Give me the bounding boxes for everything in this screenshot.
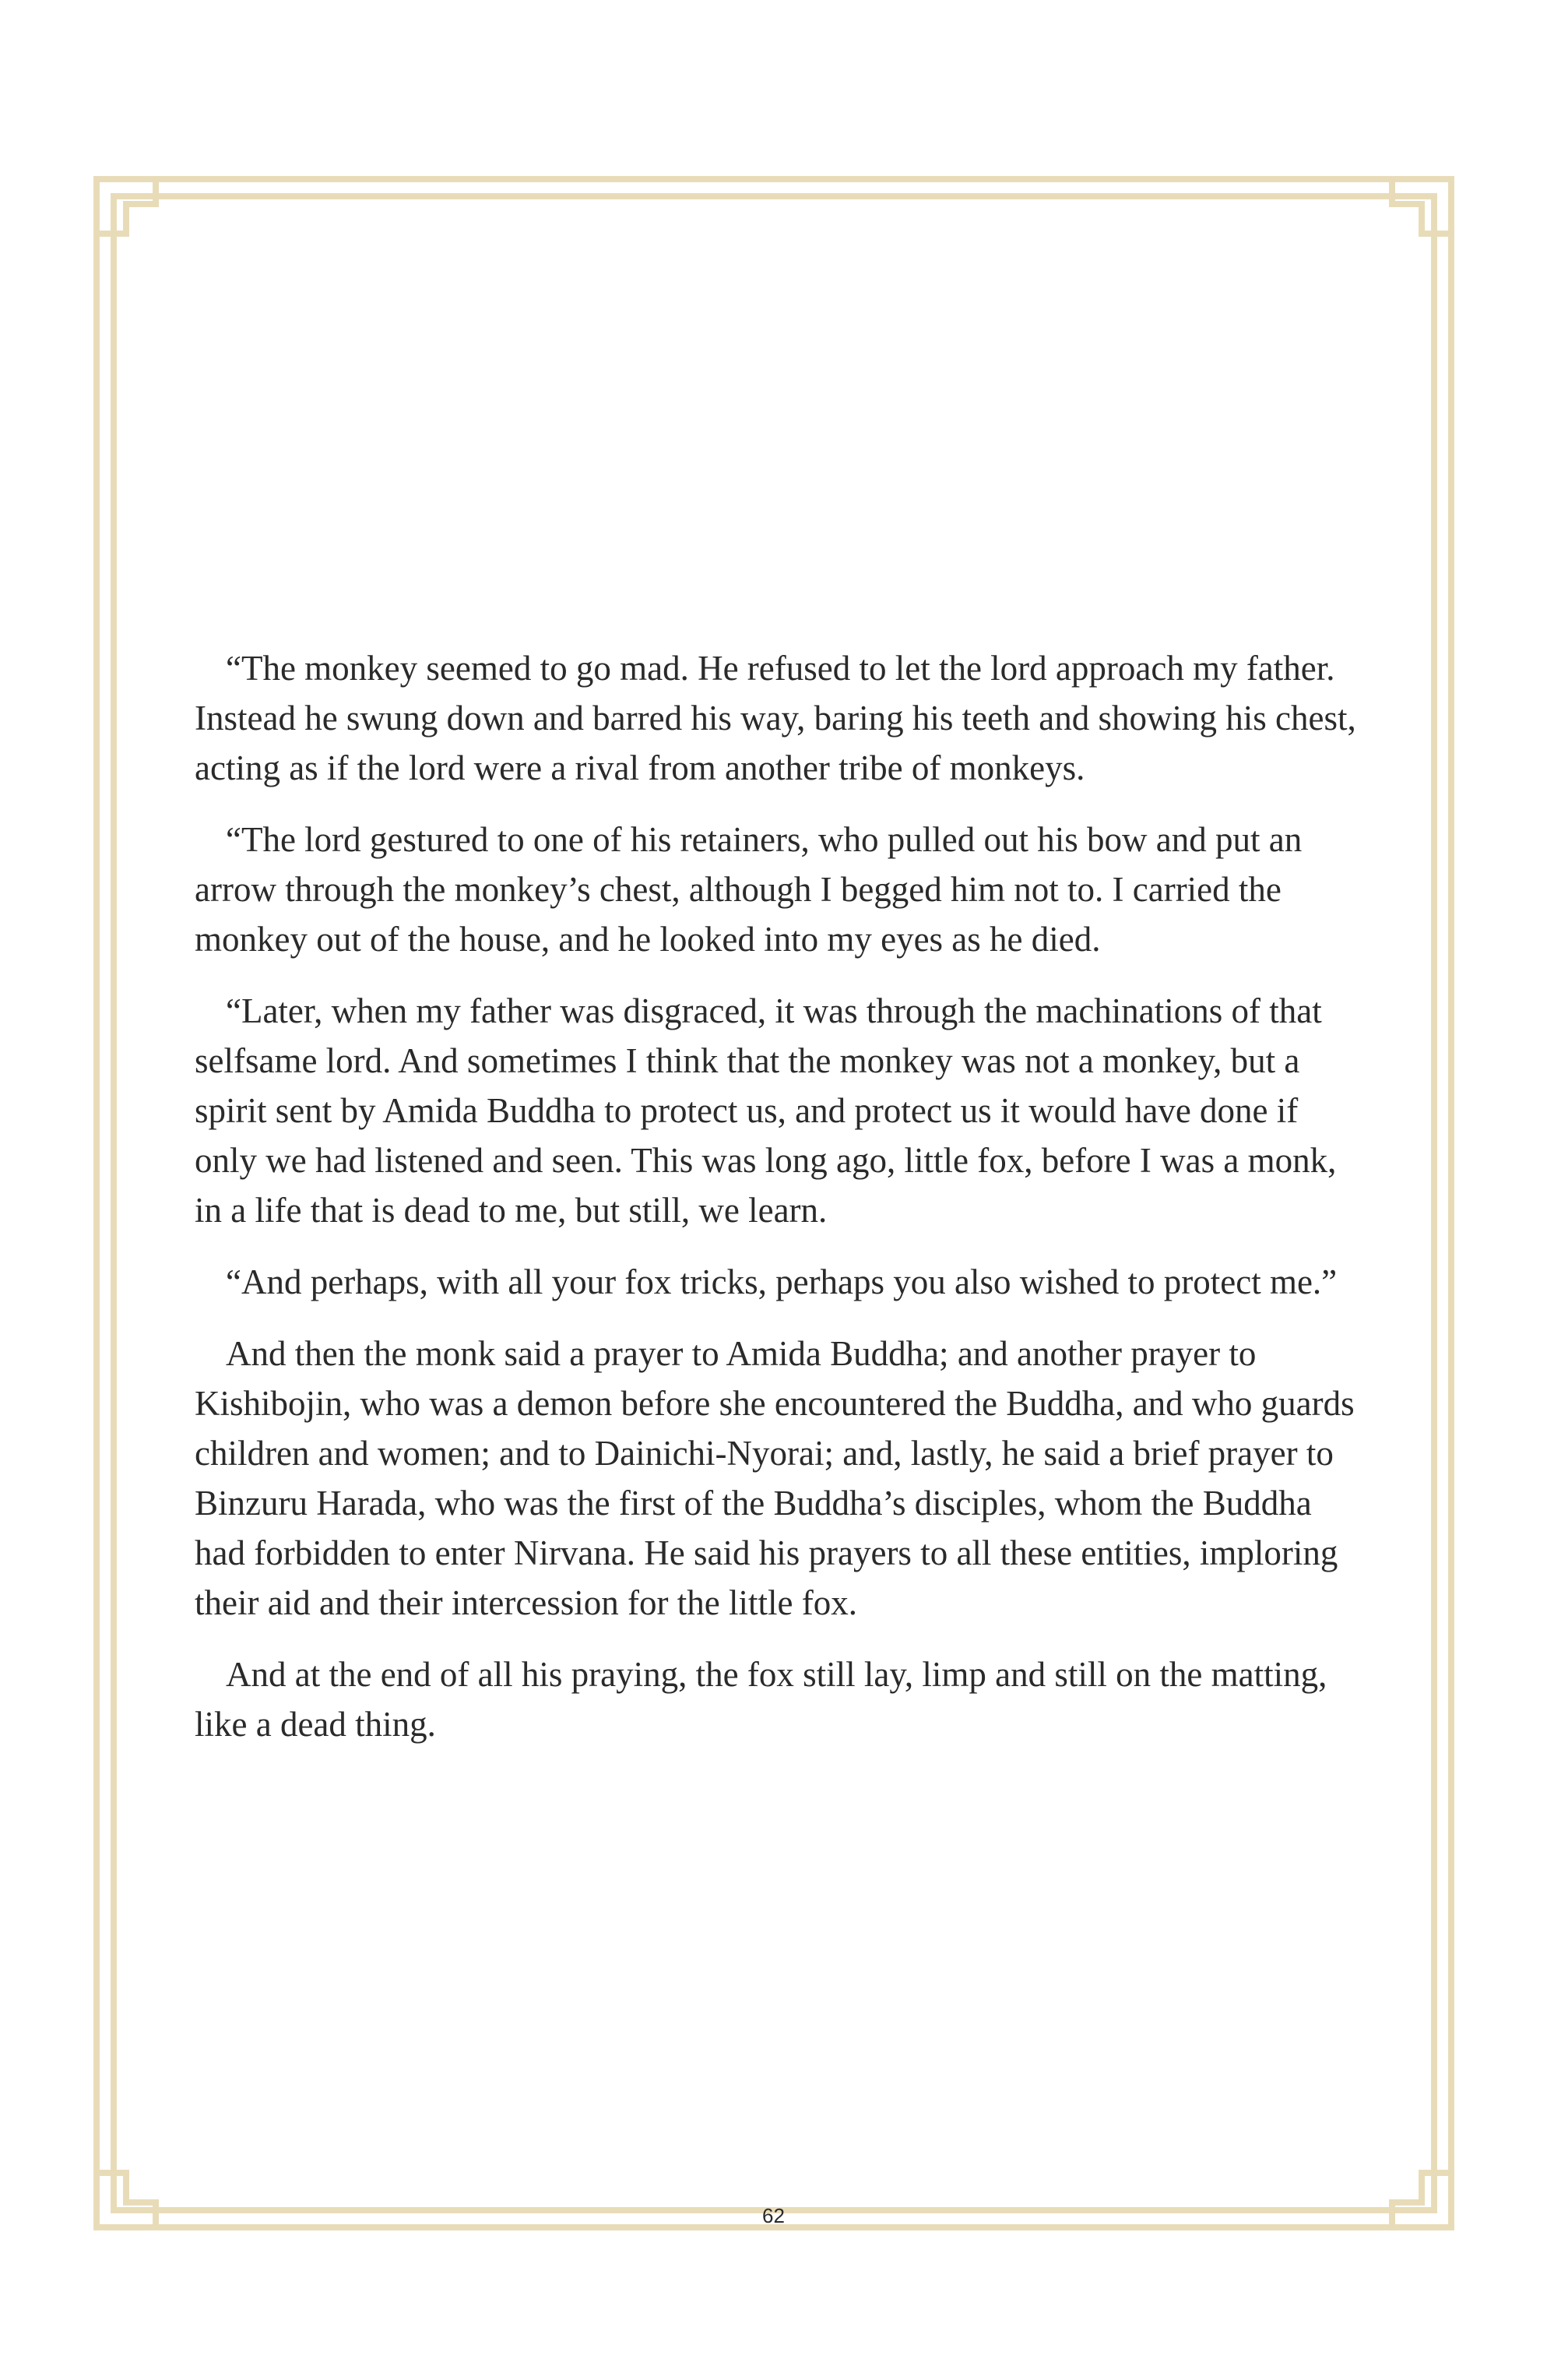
body-text xyxy=(195,643,1362,1771)
paragraph: “The monkey seemed to go mad. He refused to let the lord approach my father. Instead he swung down and barred his way, baring his teeth and showing his chest, acting as if the lord were a rival from another tribe of monkeys. xyxy=(195,649,1356,787)
paragraph: And then the monk said a prayer to Amida Buddha; and another prayer to Kishibojin, who was a demon before she encountered the Buddha, and who guards children and women; and to Dainichi-Nyorai; and, lastly, he said a brief prayer to Binzuru Harada, who was the first of the Buddha’s disciples, whom the Buddha had forbidden to enter Nirvana. He said his prayers to all these entities, imploring their aid and their intercession for the little fox. xyxy=(195,1334,1355,1622)
paragraph: “The lord gestured to one of his retainers, who pulled out his bow and put an arrow through the monkey’s chest, although I begged him not to. I carried the monkey out of the house, and he looked into my eyes as he died. xyxy=(195,820,1303,959)
paragraph: “And perhaps, with all your fox tricks, perhaps you also wished to protect me.” xyxy=(226,1262,1338,1301)
corner-ornament-top-left xyxy=(97,179,156,234)
page-number: 62 xyxy=(762,2204,785,2227)
corner-ornament-top-right xyxy=(1392,179,1451,234)
paragraph: “Later, when my father was disgraced, it was through the machinations of that selfsame lord. And sometimes I think that the monkey was not a monkey, but a spirit sent by Amida Buddha to protect us, and protect us it would have done if only we had listened and seen. This was long ago, little fox, before I was a monk, in a life that is dead to me, but still, we learn. xyxy=(195,991,1337,1230)
paragraph: And at the end of all his praying, the fox still lay, limp and still on the matting, like a dead thing. xyxy=(195,1655,1327,1744)
